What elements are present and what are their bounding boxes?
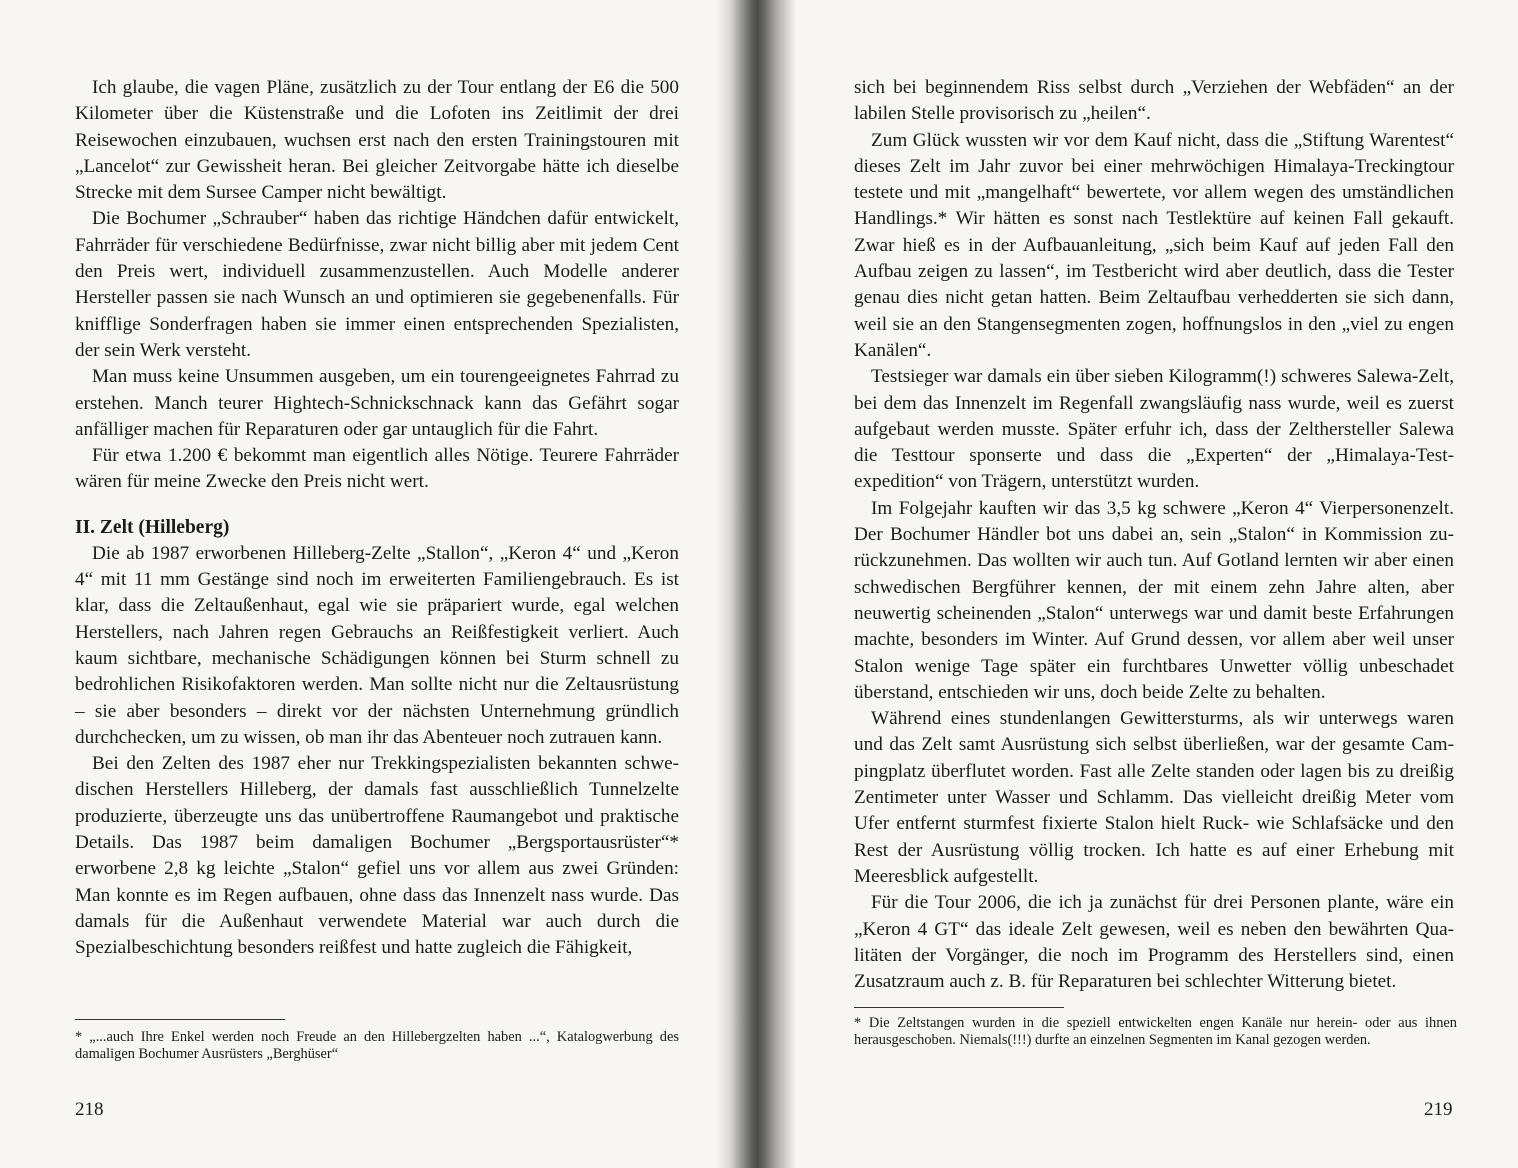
book-gutter-shadow (716, 0, 796, 1168)
paragraph: Die Bochumer „Schrauber“ haben das richtige Händchen dafür entwickelt, Fahrräder für verschiedene Bedürfnisse, zwar nicht billig aber mit jedem Cent den Preis wert, individuell zusammenzustellen. Auch Modelle anderer Hersteller passen sie nach Wunsch an und optimieren sie gegebenenfalls. Für knifflige Sonderfragen haben sie immer einen entsprechenden Spezialisten, der sein Werk versteht. (75, 208, 679, 361)
footnote: * Die Zeltstangen wurden in die speziell entwickelten engen Kanäle nur herein- oder aus ihnen herausgeschoben. Niemals(!!!) durfte an einzelnen Segmenten im Kanal gezogen werden. (854, 1015, 1457, 1048)
left-text-block (75, 75, 679, 962)
footnote-rule (854, 1007, 1064, 1008)
page-number: 219 (1424, 1099, 1453, 1120)
paragraph: Für etwa 1.200 € bekommt man eigentlich alles Nötige. Teurere Fahrräder wären für meine Zwecke den Preis nicht wert. (75, 445, 679, 493)
left-page (0, 0, 742, 1168)
paragraph: Im Folgejahr kauften wir das 3,5 kg schwere „Keron 4“ Vierpersonenzelt. Der Bochumer Händler bot uns dabei an, sein „Stalon“ in Kommission zurückzunehmen. Das wollten wir auch tun. Auf Gotland lernten wir aber einen schwedischen Bergführer kennen, der mit einem zehn Jahre alten, aber neuwertig scheinenden „Stalon“ unterwegs war und damit beste Erfahrungen machte, besonders im Winter. Auf Grund dessen, vor allem aber weil unser Stalon wenige Tage später ein furchtbares Unwetter völlig unbeschadet überstand, entschieden wir uns, doch beide Zelte zu behalten. (854, 497, 1454, 703)
paragraph: Man muss keine Unsummen ausgeben, um ein tourengeeignetes Fahrrad zu erstehen. Manch teurer Hightech-Schnickschnack kann das Gefährt sogar anfälliger machen für Reparaturen oder gar untauglich für die Fahrt. (75, 366, 679, 440)
right-page (772, 0, 1518, 1168)
paragraph: Bei den Zelten des 1987 eher nur Trekkingspezialisten bekannten schwedischen Herstellers Hilleberg, der damals fast ausschließlich Tunnelzelte produzierte, überzeugte uns das unübertroffene Raumangebot und praktische Details. Das 1987 beim damaligen Bochumer „Bergsportausrüster“* erworbene 2,8 kg leichte „Stalon“ gefiel uns vor allem aus zwei Gründen: Man konnte es im Regen aufbauen, ohne dass das Innenzelt nass wurde. Das damals für die Außenhaut verwendete Material war auch durch die Spezialbeschichtung besonders reißfest und hatte zugleich die Fähigkeit, (75, 753, 679, 959)
paragraph: Während eines stundenlangen Gewittersturms, als wir unterwegs waren und das Zelt samt Ausrüstung sich selbst überließen, war der gesamte Campingplatz überflutet worden. Fast alle Zelte standen oder lagen bis zu dreißig Zentimeter unter Wasser und Schlamm. Das vielleicht dreißig Meter vom Ufer entfernt sturmfest fixierte Stalon hielt Ruck- wie Schlafsäcke und den Rest der Ausrüstung völlig trocken. Ich hatte es auf einer Erhebung mit Meeresblick aufgestellt. (854, 708, 1454, 887)
paragraph: Zum Glück wussten wir vor dem Kauf nicht, dass die „Stiftung Warentest“ dieses Zelt im Jahr zuvor bei einer mehrwöchigen Himalaya-Treckingtour testete und mit „mangelhaft“ bewertete, vor allem wegen des umständlichen Handlings.* Wir hätten es sonst nach Testlektüre auf keinen Fall gekauft. Zwar hieß es in der Aufbauanleitung, „sich beim Kauf auf jeden Fall den Aufbau zeigen zu lassen“, im Testbericht wird aber deutlich, dass die Tester genau dies nicht getan hatten. Beim Zeltaufbau verhedderten sie sich dann, weil sie an den Stangensegmenten zogen, hoffnungslos in den „viel zu engen Kanälen“. (854, 129, 1454, 361)
section-heading: II. Zelt (Hilleberg) (75, 516, 230, 538)
page-number: 218 (75, 1099, 104, 1120)
paragraph: Für die Tour 2006, die ich ja zunächst für drei Personen plante, wäre ein „Keron 4 GT“ das ideale Zelt gewesen, weil es neben den bewährten Qualitäten der Vorgänger, die noch im Programm des Herstellers sind, einen Zusatzraum auch z. B. für Reparaturen bei schlechter Witterung bietet. (854, 892, 1454, 993)
right-text-block (854, 75, 1454, 995)
paragraph: sich bei beginnendem Riss selbst durch „Verziehen der Webfäden“ an der labilen Stelle provisorisch zu „heilen“. (854, 77, 1454, 125)
footnote: * „...auch Ihre Enkel werden noch Freude an den Hillebergzelten haben ...“, Katalogwerbung des damaligen Bochumer Ausrüsters „Berghüser“ (75, 1029, 679, 1062)
paragraph: Testsieger war damals ein über sieben Kilogramm(!) schweres Salewa-Zelt, bei dem das Innenzelt im Regenfall zwangsläufig nass wurde, weil es zuerst aufgebaut werden musste. Später erfuhr ich, dass der Zelthersteller Salewa die Testtour sponserte und dass die „Experten“ der „Himalaya-Testexpedition“ von Trägern, unterstützt wurden. (854, 366, 1454, 493)
footnote-rule (75, 1019, 285, 1020)
paragraph: Ich glaube, die vagen Pläne, zusätzlich zu der Tour entlang der E6 die 500 Kilometer über die Küstenstraße und die Lofoten ins Zeitlimit der drei Reisewochen einzubauen, wuchsen erst nach den ersten Trainingstouren mit „Lancelot“ zur Gewissheit heran. Bei gleicher Zeitvorgabe hätte ich dieselbe Strecke mit dem Sursee Camper nicht bewältigt. (75, 77, 679, 204)
paragraph: Die ab 1987 erworbenen Hilleberg-Zelte „Stallon“, „Keron 4“ und „Keron 4“ mit 11 mm Gestänge sind noch im erweiterten Familiengebrauch. Es ist klar, dass die Zeltaußenhaut, egal wie sie präpariert wurde, egal welchen Herstellers, nach Jahren regen Gebrauchs an Reißfestigkeit verliert. Auch kaum sichtbare, mechanische Schädigungen können bei Sturm schnell zu bedrohlichen Risikofaktoren werden. Man sollte nicht nur die Zeltausrüstung – sie aber besonders – direkt vor der nächsten Unternehmung gründlich durchchecken, um zu wissen, ob man ihr das Abenteuer noch zutrauen kann. (75, 542, 679, 748)
